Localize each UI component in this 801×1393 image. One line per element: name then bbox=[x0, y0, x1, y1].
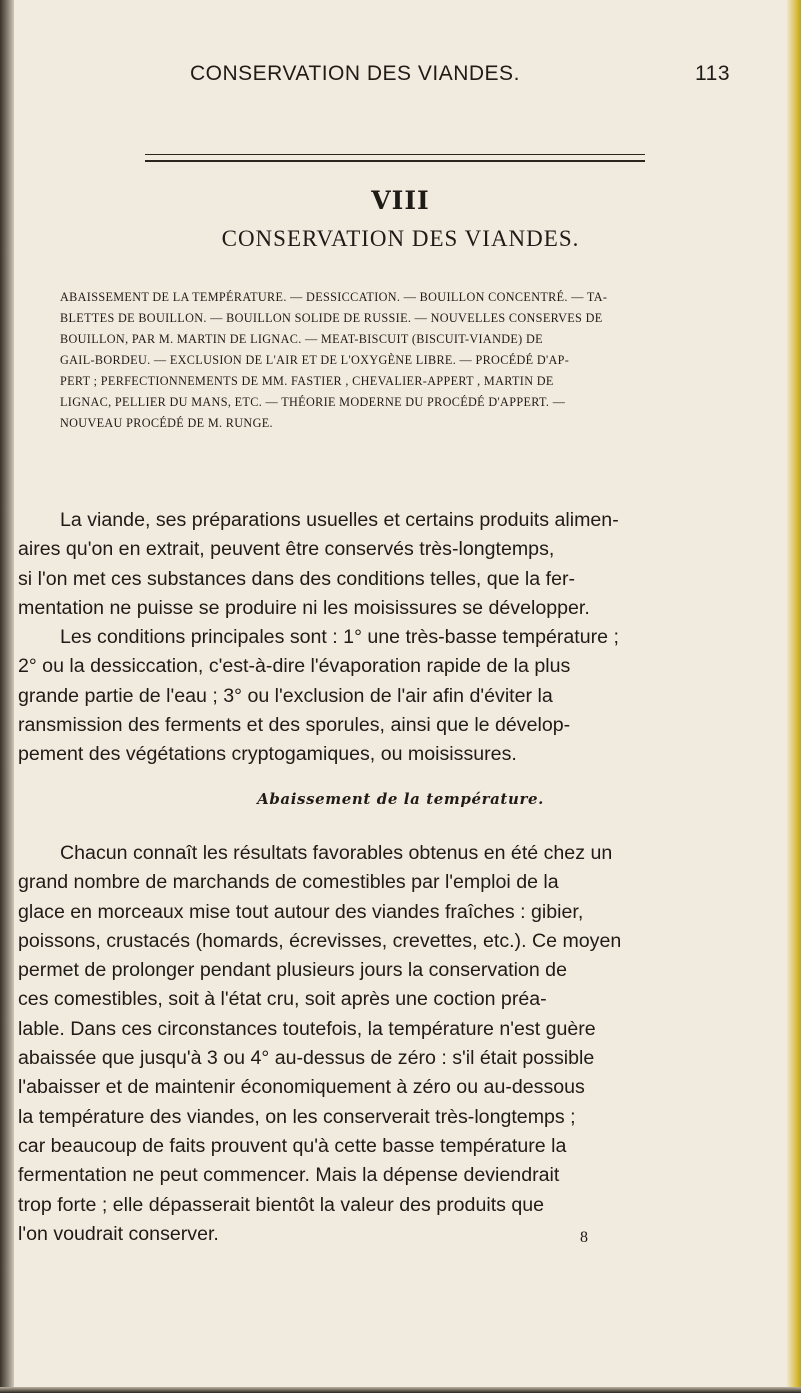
paragraph-line: ransmission des ferments et des sporules, ainsi que le dévelop- bbox=[18, 714, 571, 737]
summary-line: BLETTES DE BOUILLON. — BOUILLON SOLIDE DE RUSSIE. — NOUVELLES CONSERVES DE bbox=[60, 311, 603, 325]
running-head bbox=[190, 62, 730, 86]
chapter-summary bbox=[18, 287, 790, 434]
paragraph-line: lable. Dans ces circonstances toutefois, la température n'est guère bbox=[18, 1017, 596, 1040]
paragraph-line: poissons, crustacés (homards, écrevisses, crevettes, etc.). Ce moyen bbox=[18, 929, 622, 952]
paragraph-line: mentation ne puisse se produire ni les moisissures se développer. bbox=[18, 596, 590, 619]
page-edge-bottom bbox=[0, 1387, 801, 1393]
paragraph-line: la température des viandes, on les conserverait très-longtemps ; bbox=[18, 1105, 576, 1128]
paragraph-line: grande partie de l'eau ; 3° ou l'exclusion de l'air afin d'éviter la bbox=[18, 684, 553, 707]
summary-line: ABAISSEMENT DE LA TEMPÉRATURE. — DESSICCATION. — BOUILLON CONCENTRÉ. — TA- bbox=[60, 290, 608, 304]
paragraph-line: fermentation ne peut commencer. Mais la dépense deviendrait bbox=[18, 1164, 560, 1187]
paragraph-line: l'abaisser et de maintenir économiquement à zéro ou au-dessous bbox=[18, 1076, 585, 1099]
chapter-rule-thick bbox=[145, 160, 645, 162]
paragraph-line: ces comestibles, soit à l'état cru, soit après une coction préa- bbox=[18, 988, 547, 1011]
paragraph-line: Les conditions principales sont : 1° une très-basse température ; bbox=[60, 626, 619, 649]
summary-line: LIGNAC, PELLIER DU MANS, ETC. — THÉORIE MODERNE DU PROCÉDÉ D'APPERT. — bbox=[60, 395, 566, 409]
paragraph-temperature bbox=[18, 839, 778, 1249]
paragraph-line: si l'on met ces substances dans des conditions telles, que la fer- bbox=[18, 567, 576, 590]
section-heading: Abaissement de la température. bbox=[257, 790, 544, 808]
chapter-number: VIII bbox=[371, 186, 430, 215]
paragraph-line: Chacun connaît les résultats favorables obtenus en été chez un bbox=[60, 842, 613, 864]
paragraph-line: abaissée que jusqu'à 3 ou 4° au-dessus de zéro : s'il était possible bbox=[18, 1047, 595, 1070]
paragraph-line: permet de prolonger pendant plusieurs jours la conservation de bbox=[18, 959, 567, 982]
chapter-rule-thin bbox=[145, 154, 645, 155]
summary-line: NOUVEAU PROCÉDÉ DE M. RUNGE. bbox=[60, 416, 273, 430]
paragraph-line: aires qu'on en extrait, peuvent être conservés très-longtemps, bbox=[18, 538, 555, 561]
summary-line: GAIL-BORDEU. — EXCLUSION DE L'AIR ET DE L'OXYGÈNE LIBRE. — PROCÉDÉ D'AP- bbox=[60, 353, 570, 367]
paragraph-line: glace en morceaux mise tout autour des viandes fraîches : gibier, bbox=[18, 900, 584, 923]
chapter-title: CONSERVATION DES VIANDES. bbox=[221, 226, 580, 251]
paragraph-line: 2° ou la dessiccation, c'est-à-dire l'évaporation rapide de la plus bbox=[18, 655, 571, 678]
paragraph-line: grand nombre de marchands de comestibles par l'emploi de la bbox=[18, 871, 559, 894]
paragraph-intro bbox=[18, 506, 778, 770]
page-number: 113 bbox=[695, 62, 730, 85]
signature-mark: 8 bbox=[580, 1229, 588, 1246]
paragraph-line: trop forte ; elle dépasserait bientôt la valeur des produits que bbox=[18, 1193, 545, 1216]
running-head-title: CONSERVATION DES VIANDES. bbox=[190, 62, 520, 85]
summary-line: PERT ; PERFECTIONNEMENTS DE MM. FASTIER , CHEVALIER-APPERT , MARTIN DE bbox=[60, 374, 554, 388]
paragraph-line: La viande, ses préparations usuelles et certains produits alimen- bbox=[60, 509, 619, 531]
summary-line: BOUILLON, PAR M. MARTIN DE LIGNAC. — MEAT-BISCUIT (BISCUIT-VIANDE) DE bbox=[60, 332, 543, 346]
paragraph-line: pement des végétations cryptogamiques, ou moisissures. bbox=[18, 743, 517, 766]
paragraph-line: l'on voudrait conserver. bbox=[18, 1222, 219, 1245]
paragraph-line: car beaucoup de faits prouvent qu'à cette basse température la bbox=[18, 1134, 567, 1157]
